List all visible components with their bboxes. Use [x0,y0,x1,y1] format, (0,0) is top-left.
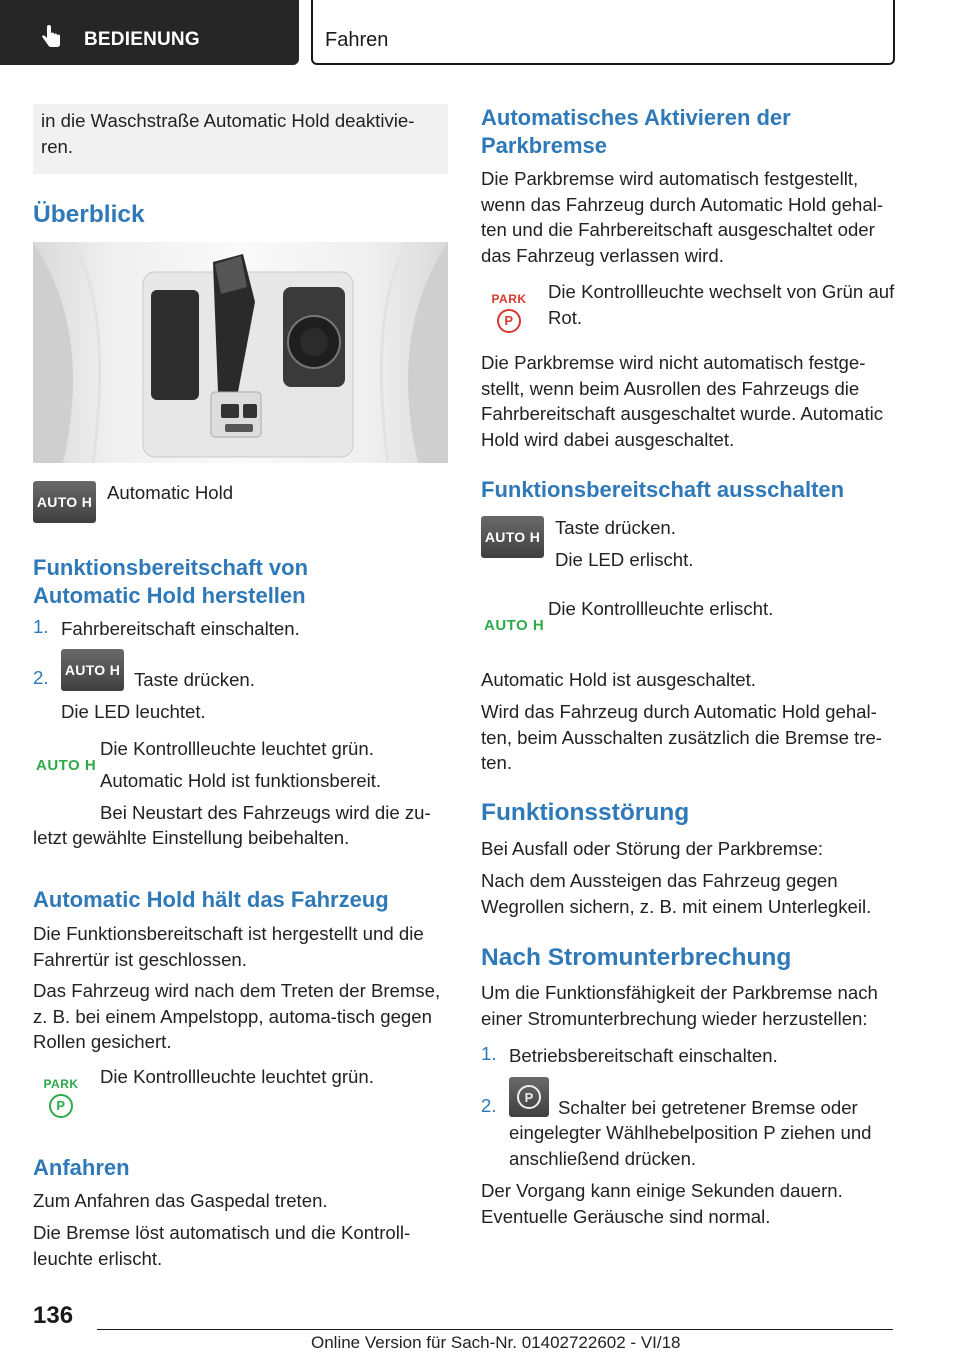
auto-hold-button-label: AUTO H [64,662,121,678]
park-symbol: P [504,313,514,328]
holds-heading: Automatic Hold hält das Fahrzeug [33,887,389,912]
power-paragraph2: Der Vorgang kann einige Sekunden dauern. Eventuelle Geräusche sind normal. [481,1180,843,1227]
auto-park-paragraph1: Die Parkbremse wird automatisch festgestellt, wenn das Fahrzeug durch Automatic Hold gehal-ten und die Fahrbereitschaft ausgeschaltet oder das Fahrzeug verlassen wird. [481,168,884,266]
indicator-line4: letzt gewählte Einstellung beibehalten. [33,827,350,848]
auto-park-heading-line1: Automatisches Aktivieren der [481,105,791,130]
power-step2-text-line1: Schalter bei getretener Bremse oder [558,1097,858,1118]
section-label: BEDIENUNG [84,29,200,50]
auto-hold-button-icon [33,481,96,523]
power-paragraph1: Um die Funktionsfähigkeit der Parkbremse nach einer Stromunterbrechung wieder herzustellen: [481,982,878,1029]
step2-subtext: Die LED leuchtet. [61,701,206,722]
step2-number: 2. [33,667,49,688]
note-text: in die Waschstraße Automatic Hold deaktivie-ren. [41,110,415,157]
park-circle [49,1094,73,1118]
parking-brake-switch-icon [509,1077,549,1117]
fault-paragraph1: Bei Ausfall oder Störung der Parkbremse: [481,838,824,859]
chapter-tab[interactable] [311,0,895,65]
note-box [33,104,448,174]
parking-brake-symbol [517,1085,541,1109]
power-step2-text-rest: eingelegter Wählhebelposition P ziehen und anschließend drücken. [509,1122,872,1169]
auto-hold-indicator-icon: AUTO H [36,757,97,774]
power-heading: Nach Stromunterbrechung [481,944,792,971]
footer-rule [97,1329,893,1330]
indicator-line3: Bei Neustart des Fahrzeugs wird die zu- [100,802,431,823]
online-version-text: Online Version für Sach-Nr. 01402722602 - VI/18 [311,1333,681,1352]
overview-heading: Überblick [33,201,145,228]
park-symbol: P [56,1098,66,1113]
parking-brake-symbol-text: P [524,1089,534,1105]
start-paragraph2: Die Bremse löst automatisch und die Kontroll-leuchte erlischt. [33,1222,411,1269]
auto-hold-button-label: AUTO H [36,494,93,510]
auto-hold-button-label: AUTO H [484,529,541,545]
off-line2: Die LED erlischt. [555,549,694,570]
hand-pointer-icon [38,24,64,50]
off-paragraph1: Automatic Hold ist ausgeschaltet. [481,669,756,690]
section-tab[interactable] [0,0,299,65]
off-paragraph2: Wird das Fahrzeug durch Automatic Hold gehal-ten, beim Ausschalten zusätzlich die Bremse tre-ten. [481,701,882,773]
power-step1-number: 1. [481,1043,497,1064]
park-indicator-green-icon [40,1078,82,1118]
park-green-text: Die Kontrollleuchte leuchtet grün. [100,1066,374,1087]
step1-number: 1. [33,616,49,637]
auto-park-paragraph2: Die Parkbremse wird nicht automatisch festge-stellt, wenn beim Ausrollen des Fahrzeugs die Fahrbereitschaft ausgeschaltet wurde. Automatic Hold wird dabei ausgeschaltet. [481,352,884,450]
auto-hold-button-icon [481,516,544,558]
holds-paragraph2: Das Fahrzeug wird nach dem Treten der Bremse, z. B. bei einem Ampelstopp, automa-tisch gegen Rollen gesichert. [33,980,441,1052]
auto-hold-button-icon [61,649,124,691]
power-step1-text: Betriebsbereitschaft einschalten. [509,1045,778,1066]
auto-hold-indicator-icon: AUTO H [484,617,545,634]
auto-hold-caption: Automatic Hold [107,482,234,503]
fault-heading: Funktionsstörung [481,799,690,826]
page-number: 136 [33,1302,74,1329]
ready-heading-line2: Automatic Hold herstellen [33,583,306,608]
holds-paragraph1: Die Funktionsbereitschaft ist hergestellt und die Fahrertür ist geschlossen. [33,923,424,970]
off-indicator-text: Die Kontrollleuchte erlischt. [548,598,774,619]
park-circle [497,309,521,333]
step1-text: Fahrbereitschaft einschalten. [61,618,300,639]
step2-text: Taste drücken. [134,669,255,690]
off-line1: Taste drücken. [555,517,676,538]
park-label: PARK [43,1077,79,1091]
fault-paragraph2: Nach dem Aussteigen das Fahrzeug gegen Wegrollen sichern, z. B. mit einem Unterlegkeil. [481,870,872,917]
center-console-photo [33,242,448,463]
auto-park-heading-line2: Parkbremse [481,133,607,158]
start-paragraph1: Zum Anfahren das Gaspedal treten. [33,1190,328,1211]
power-step2-number: 2. [481,1095,497,1116]
off-heading: Funktionsbereitschaft ausschalten [481,477,845,502]
park-indicator-red-icon [488,293,530,333]
start-heading: Anfahren [33,1155,130,1180]
park-label: PARK [491,292,527,306]
park-red-text: Die Kontrollleuchte wechselt von Grün auf Rot. [548,281,895,328]
console-illustration [33,242,448,463]
chapter-label: Fahren [325,29,389,51]
indicator-line1: Die Kontrollleuchte leuchtet grün. [100,738,374,759]
ready-heading-line1: Funktionsbereitschaft von [33,555,309,580]
indicator-line2: Automatic Hold ist funktionsbereit. [100,770,382,791]
